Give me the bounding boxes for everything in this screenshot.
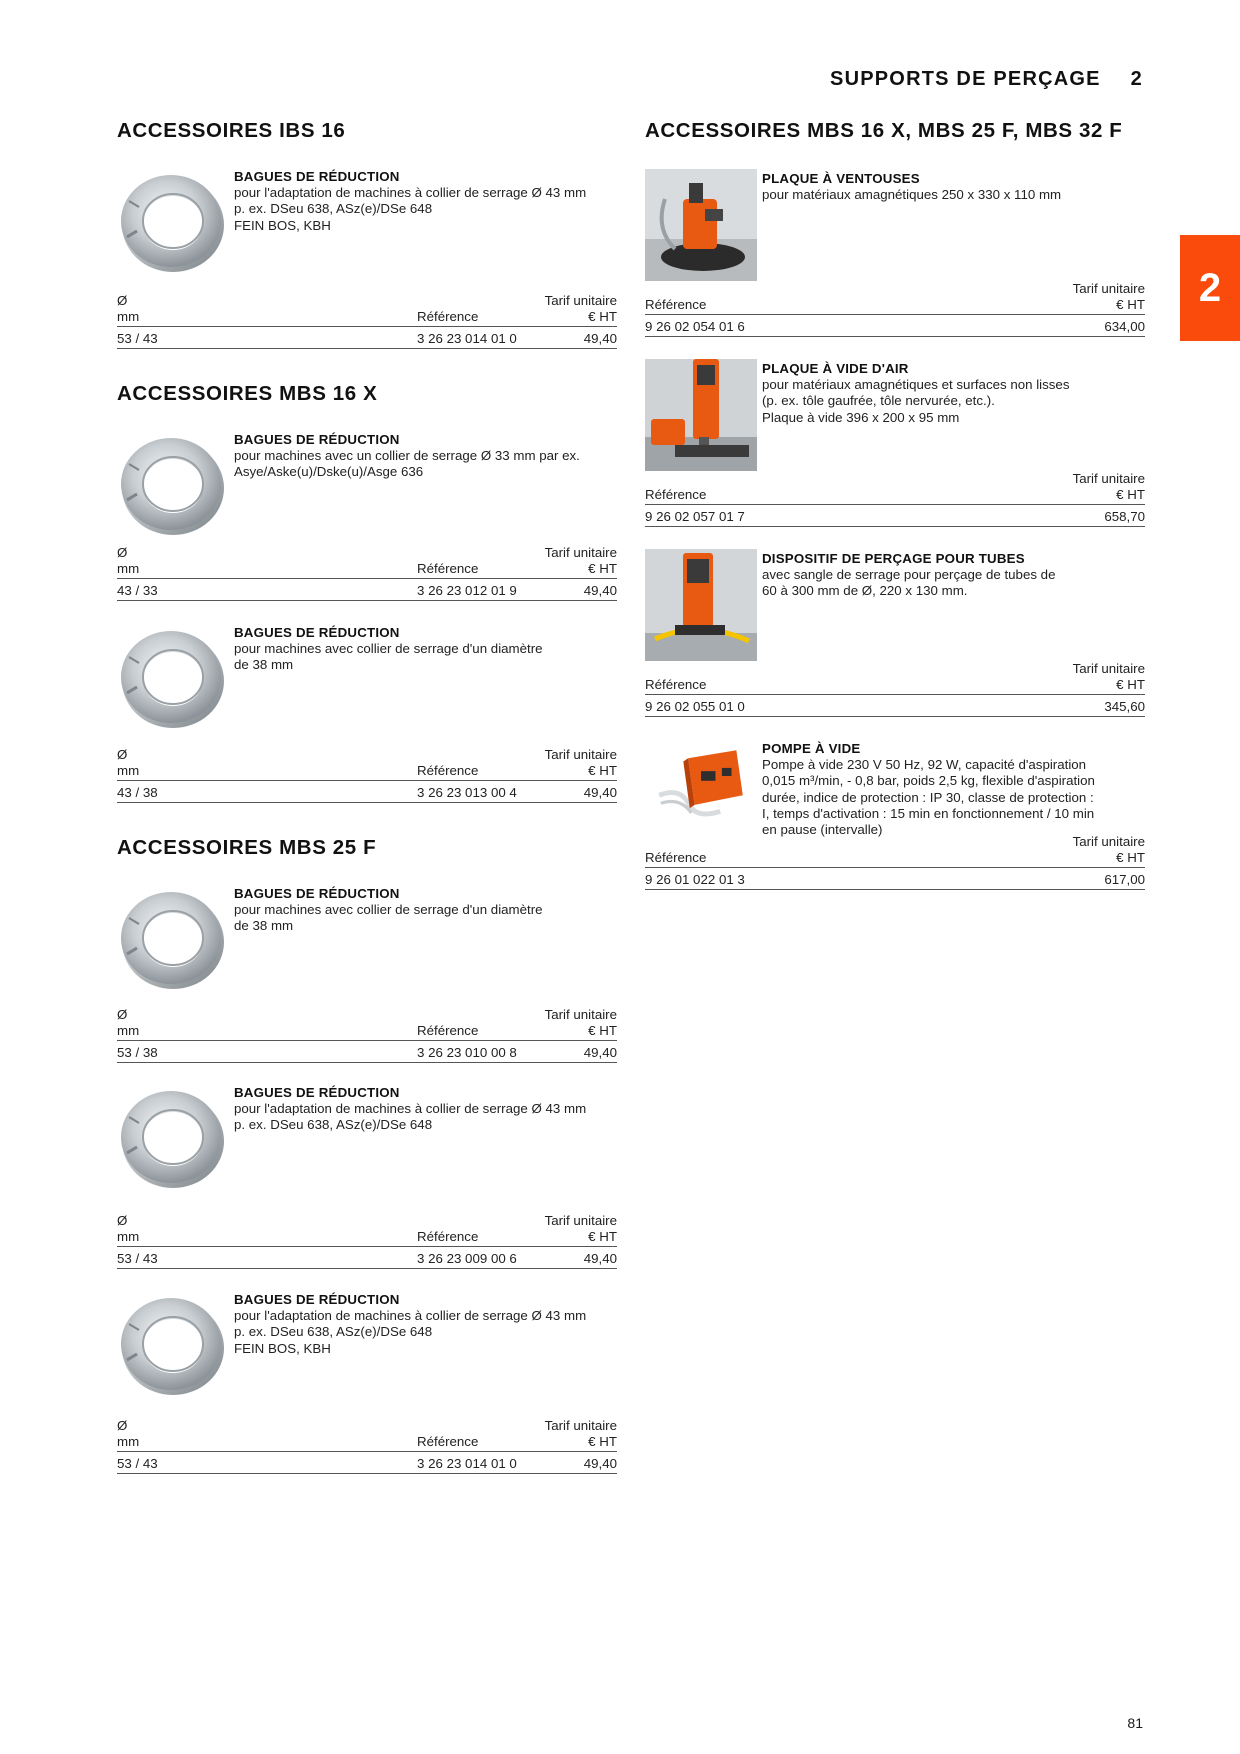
desc-line: pour matériaux amagnétiques 250 x 330 x 110 mm [762, 187, 1062, 202]
col-price: Tarif unitaire [544, 747, 617, 762]
cell-reference: 3 26 23 012 01 9 [417, 583, 517, 598]
section-heading-mbs-accessories: ACCESSOIRES MBS 16 X, MBS 25 F, MBS 32 F [645, 119, 1123, 142]
table-row [117, 781, 617, 803]
col-reference: Référence [417, 561, 479, 576]
col-reference: Référence [417, 1434, 479, 1449]
desc-line: de 38 mm [234, 657, 294, 673]
product-description [762, 377, 1145, 426]
table-row [117, 1247, 617, 1269]
section-heading-mbs16x: ACCESSOIRES MBS 16 X [117, 382, 378, 405]
reduction-ring-image [117, 623, 229, 735]
col-diameter-unit: mm [117, 561, 140, 576]
price-table [645, 471, 1145, 527]
desc-line: p. ex. DSeu 638, ASz(e)/DSe 648 [234, 201, 433, 217]
product-info [762, 741, 1145, 838]
desc-line: en pause (intervalle) [762, 822, 883, 838]
table-row [117, 327, 617, 349]
product-description [234, 641, 617, 674]
col-price-unit: € HT [1116, 297, 1145, 312]
col-price: Tarif unitaire [1072, 471, 1145, 486]
col-price-unit: € HT [588, 1434, 617, 1449]
desc-line: Plaque à vide 396 x 200 x 95 mm [762, 409, 960, 425]
col-price: Tarif unitaire [544, 545, 617, 560]
product-title: PLAQUE À VENTOUSES [762, 171, 920, 186]
cell-reference: 9 26 02 054 01 6 [645, 319, 745, 334]
product-title: BAGUES DE RÉDUCTION [234, 1085, 400, 1100]
cell-price: 49,40 [583, 583, 617, 598]
cell-diameter: 53 / 43 [117, 1251, 158, 1266]
table-row [117, 579, 617, 601]
desc-line: Pompe à vide 230 V 50 Hz, 92 W, capacité d'aspiration [762, 757, 1087, 772]
cell-price: 49,40 [583, 785, 617, 800]
page-number: 81 [1127, 1715, 1143, 1731]
product-info [234, 625, 617, 674]
product-title: BAGUES DE RÉDUCTION [234, 1292, 400, 1307]
price-table [117, 1213, 617, 1269]
table-header [117, 545, 617, 579]
product-description [762, 757, 1145, 838]
col-price-unit: € HT [1116, 487, 1145, 502]
desc-line: pour machines avec un collier de serrage Ø 33 mm par ex. [234, 448, 580, 463]
product-description [234, 902, 617, 935]
cell-price: 49,40 [583, 1251, 617, 1266]
col-price-unit: € HT [1116, 850, 1145, 865]
desc-line: I, temps d'activation : 15 min en fonctionnement / 10 min [762, 805, 1095, 821]
col-reference: Référence [417, 1023, 479, 1038]
desc-line: durée, indice de protection : IP 30, classe de protection : [762, 789, 1094, 805]
col-price: Tarif unitaire [544, 1213, 617, 1228]
cell-price: 634,00 [1104, 319, 1145, 334]
table-row [645, 505, 1145, 527]
desc-line: avec sangle de serrage pour perçage de tubes de [762, 567, 1056, 582]
col-diameter: Ø [117, 545, 128, 560]
desc-line: de 38 mm [234, 918, 294, 934]
desc-line: p. ex. DSeu 638, ASz(e)/DSe 648 [234, 1117, 433, 1133]
cell-price: 345,60 [1104, 699, 1145, 714]
product-description [762, 567, 1145, 600]
col-diameter-unit: mm [117, 1229, 140, 1244]
price-table [117, 293, 617, 349]
col-price-unit: € HT [588, 561, 617, 576]
col-price: Tarif unitaire [544, 1418, 617, 1433]
product-description [234, 185, 617, 234]
cell-diameter: 53 / 43 [117, 331, 158, 346]
desc-line: pour machines avec collier de serrage d'un diamètre [234, 902, 543, 917]
desc-line: FEIN BOS, KBH [234, 217, 331, 233]
pipe-drilling-device-image [645, 549, 757, 661]
col-price-unit: € HT [1116, 677, 1145, 692]
table-row [645, 868, 1145, 890]
desc-line: 0,015 m³/min, - 0,8 bar, poids 2,5 kg, flexible d'aspiration [762, 773, 1095, 789]
col-reference: Référence [417, 309, 479, 324]
product-title: BAGUES DE RÉDUCTION [234, 169, 400, 184]
price-table [645, 834, 1145, 890]
col-diameter-unit: mm [117, 1434, 140, 1449]
table-row [645, 315, 1145, 337]
product-info [234, 886, 617, 935]
product-info [234, 432, 617, 481]
suction-plate-image [645, 169, 757, 281]
cell-reference: 9 26 02 055 01 0 [645, 699, 745, 714]
product-title: BAGUES DE RÉDUCTION [234, 886, 400, 901]
desc-line: pour l'adaptation de machines à collier de serrage Ø 43 mm [234, 185, 587, 200]
product-title: BAGUES DE RÉDUCTION [234, 432, 400, 447]
cell-price: 49,40 [583, 1456, 617, 1471]
product-title: POMPE À VIDE [762, 741, 861, 756]
col-diameter: Ø [117, 1213, 128, 1228]
reduction-ring-image [117, 430, 229, 542]
col-reference: Référence [645, 487, 707, 502]
table-row [117, 1452, 617, 1474]
table-header [645, 281, 1145, 315]
table-header [117, 747, 617, 781]
desc-line: (p. ex. tôle gaufrée, tôle nervurée, etc.). [762, 393, 995, 409]
table-header [117, 293, 617, 327]
chapter-tab-label: 2 [1198, 265, 1222, 310]
col-price: Tarif unitaire [1072, 281, 1145, 296]
col-price: Tarif unitaire [544, 1007, 617, 1022]
col-reference: Référence [645, 850, 707, 865]
running-head-title: SUPPORTS DE PERÇAGE [830, 68, 1101, 90]
product-info [762, 171, 1145, 203]
cell-reference: 3 26 23 013 00 4 [417, 785, 517, 800]
desc-line: pour l'adaptation de machines à collier de serrage Ø 43 mm [234, 1308, 587, 1323]
desc-line: pour l'adaptation de machines à collier de serrage Ø 43 mm [234, 1101, 587, 1116]
col-diameter: Ø [117, 1418, 128, 1433]
price-table [117, 1418, 617, 1474]
col-diameter: Ø [117, 293, 128, 308]
section-heading-ibs16: ACCESSOIRES IBS 16 [117, 119, 346, 142]
cell-reference: 3 26 23 009 00 6 [417, 1251, 517, 1266]
price-table [645, 281, 1145, 337]
col-price-unit: € HT [588, 309, 617, 324]
vacuum-pump-image [645, 739, 757, 829]
cell-reference: 3 26 23 010 00 8 [417, 1045, 517, 1060]
product-info [234, 1292, 617, 1357]
product-description [234, 1101, 617, 1134]
cell-diameter: 43 / 33 [117, 583, 158, 598]
col-diameter: Ø [117, 1007, 128, 1022]
product-description [234, 448, 617, 481]
reduction-ring-image [117, 1083, 229, 1195]
col-diameter: Ø [117, 747, 128, 762]
table-header [117, 1007, 617, 1041]
desc-line: p. ex. DSeu 638, ASz(e)/DSe 648 [234, 1324, 433, 1340]
table-header [645, 661, 1145, 695]
product-title: BAGUES DE RÉDUCTION [234, 625, 400, 640]
cell-diameter: 53 / 43 [117, 1456, 158, 1471]
desc-line: 60 à 300 mm de Ø, 220 x 130 mm. [762, 583, 968, 599]
product-info [234, 1085, 617, 1134]
vacuum-plate-image [645, 359, 757, 471]
reduction-ring-image [117, 167, 229, 279]
col-reference: Référence [417, 763, 479, 778]
running-head-number: 2 [1130, 68, 1143, 90]
cell-reference: 3 26 23 014 01 0 [417, 331, 517, 346]
cell-reference: 3 26 23 014 01 0 [417, 1456, 517, 1471]
desc-line: Asye/Aske(u)/Dske(u)/Asge 636 [234, 464, 424, 480]
reduction-ring-image [117, 884, 229, 996]
col-reference: Référence [645, 297, 707, 312]
table-row [645, 695, 1145, 717]
cell-price: 49,40 [583, 331, 617, 346]
table-header [645, 471, 1145, 505]
col-price-unit: € HT [588, 1229, 617, 1244]
cell-reference: 9 26 01 022 01 3 [645, 872, 745, 887]
table-header [117, 1213, 617, 1247]
col-price: Tarif unitaire [1072, 661, 1145, 676]
reduction-ring-image [117, 1290, 229, 1402]
table-header [117, 1418, 617, 1452]
product-title: DISPOSITIF DE PERÇAGE POUR TUBES [762, 551, 1025, 566]
product-description [762, 187, 1145, 203]
table-row [117, 1041, 617, 1063]
product-info [762, 551, 1145, 600]
product-info [762, 361, 1145, 426]
running-head [830, 68, 1143, 91]
cell-price: 658,70 [1104, 509, 1145, 524]
product-description [234, 1308, 617, 1357]
desc-line: pour matériaux amagnétiques et surfaces non lisses [762, 377, 1070, 392]
table-header [645, 834, 1145, 868]
section-heading-mbs25f: ACCESSOIRES MBS 25 F [117, 836, 377, 859]
chapter-tab[interactable] [1180, 235, 1240, 341]
cell-price: 49,40 [583, 1045, 617, 1060]
cell-diameter: 43 / 38 [117, 785, 158, 800]
product-title: PLAQUE À VIDE D'AIR [762, 361, 909, 376]
col-diameter-unit: mm [117, 763, 140, 778]
col-reference: Référence [417, 1229, 479, 1244]
col-price-unit: € HT [588, 1023, 617, 1038]
price-table [117, 545, 617, 601]
desc-line: pour machines avec collier de serrage d'un diamètre [234, 641, 543, 656]
product-info [234, 169, 617, 234]
cell-reference: 9 26 02 057 01 7 [645, 509, 745, 524]
col-reference: Référence [645, 677, 707, 692]
col-diameter-unit: mm [117, 1023, 140, 1038]
desc-line: FEIN BOS, KBH [234, 1340, 331, 1356]
cell-price: 617,00 [1104, 872, 1145, 887]
col-price: Tarif unitaire [544, 293, 617, 308]
col-price-unit: € HT [588, 763, 617, 778]
price-table [117, 1007, 617, 1063]
price-table [117, 747, 617, 803]
col-price: Tarif unitaire [1072, 834, 1145, 849]
col-diameter-unit: mm [117, 309, 140, 324]
price-table [645, 661, 1145, 717]
cell-diameter: 53 / 38 [117, 1045, 158, 1060]
